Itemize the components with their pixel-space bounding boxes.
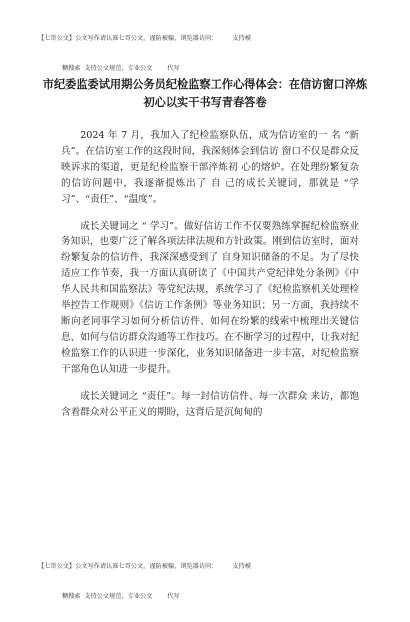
paragraph-responsibility: 成长关键词之 “责任”。每一封信访信件、每一次群众 来访，都饱含着群众对公平正义的期盼，这背后是沉甸甸的 bbox=[61, 390, 359, 418]
document-body bbox=[61, 128, 359, 431]
paragraph-intro: 2024 年 7 月，我加入了纪检监察队伍，成为信访室的一 名 “新兵”。在信访室工作的这段时间，我深刻体会到信访 窗口不仅是群众反映诉求的渠道，更是纪检监察干部淬炼初 心的熔炉。在处理纷繁复杂的信访问题中，我逐渐提炼出了 自 己的成长关键词，那就是 “学习”、“责任”、“温度”。 bbox=[61, 130, 359, 205]
paragraph-learning: 成长关键词之 “ 学习”。做好信访工作不仅要熟练掌握纪检监察业务知识，也要广泛了解各项法律法规和方针政策。刚到信访室时，面对纷繁复杂的信访件，我深深感受到了 自身知识储备的不足。为了尽快适应工作节奏，我一方面认真研读了《中国共产党纪律处分条例》《中华人民共和国监察法》等党纪法规，系统学习了《纪检监察机关处理检举控告工作规则》《信访工作条例》等业务知识；另一方面，我持续不断向老同事学习如何分析信访件、如何在纷繁的线索中梳理出关键信息、如何与信访群众沟通等工作技巧。在不断学习的过程中，让我对纪检监察工作的认识进一步深化，业务知识储备进一步丰富，对纪检监察干部角色认知进一步提升。 bbox=[61, 220, 359, 375]
document-title: 市纪委监委试用期公务员纪检监察工作心得体会：在信访窗口淬炼初心以实干书写青春答卷 bbox=[42, 77, 368, 109]
header-notice-line-2: 糊搜索 支持公文规范，专业公文 代写 bbox=[62, 65, 180, 72]
footer-notice-line-1: 【七哥公文】公文写作请认准七哥公文，谨防被骗，浏览器访问： 支持模 bbox=[38, 563, 251, 570]
footer-notice-line-2: 糊搜索 支持公文规范，专业公文 代写 bbox=[62, 593, 180, 600]
header-notice-line-1: 【七哥公文】公文写作请认准七哥公文，谨防被骗，浏览器访问： 支持模 bbox=[38, 35, 251, 42]
footer-notice bbox=[38, 542, 368, 622]
